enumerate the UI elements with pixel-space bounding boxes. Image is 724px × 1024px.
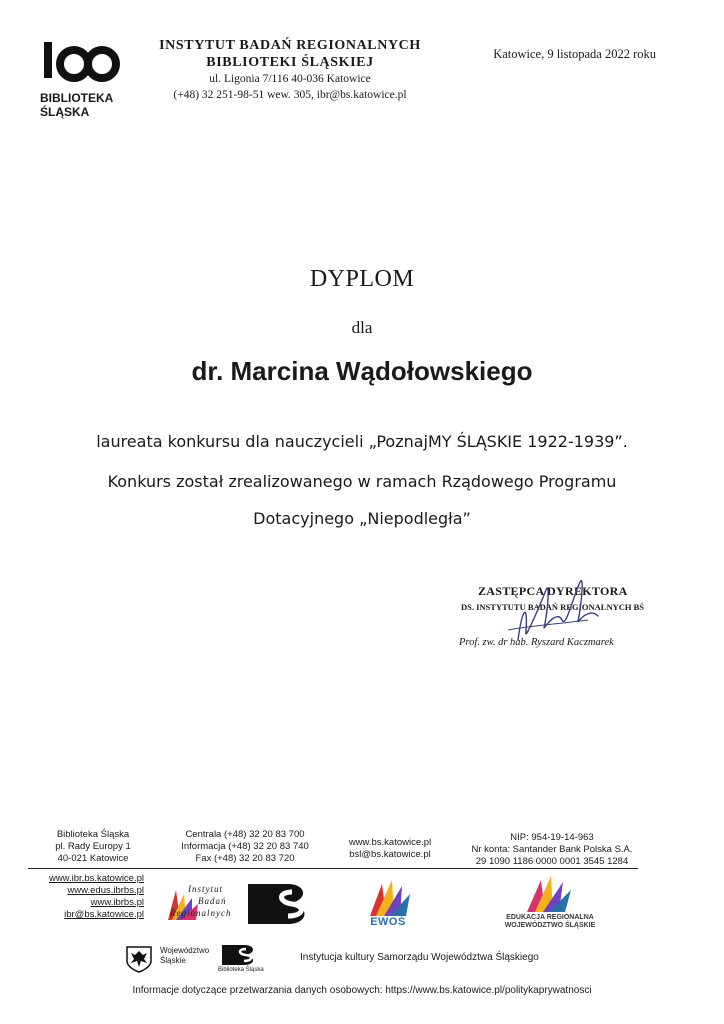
- ibr-logo-line: Regionalnych: [170, 908, 232, 918]
- footer-bank-line: NIP: 954-19-14-963: [510, 832, 594, 843]
- edukacja-regionalna-label: [490, 914, 610, 930]
- diploma-for: dla: [351, 318, 373, 337]
- footer-web-link[interactable]: www.bs.katowice.pl: [348, 837, 432, 848]
- link-ibr[interactable]: www.ibr.bs.katowice.pl: [48, 873, 144, 884]
- footer-bank-line: Nr konta: Santander Bank Polska S.A.: [471, 844, 633, 855]
- diploma-text-line3: Dotacyjnego „Niepodległa”: [253, 509, 471, 528]
- footer-phone-line: Fax (+48) 32 20 83 720: [195, 853, 295, 864]
- biblioteka-slaska-logo: [248, 882, 320, 926]
- footer-web: [330, 837, 450, 861]
- logo-text-line1: BIBLIOTEKA: [40, 91, 114, 105]
- diploma-title: DYPLOM: [309, 266, 415, 292]
- privacy-info-text: Informacje dotyczące przetwarzania danych osobowych: https://www.bs.katowice.pl/politykaprywatnosci: [132, 985, 592, 996]
- footer-bank: [452, 832, 652, 868]
- institute-contact: (+48) 32 251-98-51 wew. 305, ibr@bs.katowice.pl: [173, 89, 407, 101]
- biblioteka-slaska-small-label: Biblioteka Śląska: [218, 967, 264, 973]
- footer-address-line: 40-021 Katowice: [57, 853, 129, 864]
- footer-phone-line: Informacja (+48) 32 20 83 740: [181, 841, 309, 852]
- footer-bank-line: 29 1090 1186 0000 0001 3545 1284: [475, 856, 629, 867]
- footer-divider: [28, 868, 638, 869]
- biblioteka-slaska-small-logo: [222, 944, 262, 966]
- institute-address: ul. Ligonia 7/116 40-036 Katowice: [209, 73, 371, 85]
- ewos-label: EWOŚ: [370, 916, 406, 928]
- ibr-logo-line: Badań: [198, 896, 227, 906]
- logo-text-line2: ŚLĄSKA: [40, 105, 90, 119]
- edu-label-line: EDUKACJA REGIONALNA: [506, 914, 594, 921]
- stamp-institute: DS. INSTYTUTU BADAŃ REGIONALNYCH BŚ: [461, 602, 645, 612]
- document-date: Katowice, 9 listopada 2022 roku: [493, 47, 656, 61]
- footer-phones: [160, 829, 330, 865]
- instytucja-kultury-text: Instytucja kultury Samorządu Województwa Śląskiego: [300, 952, 539, 963]
- wojewodztwo-eagle-emblem-icon: [125, 945, 153, 973]
- stamp-signatory-name: Prof. zw. dr hab. Ryszard Kaczmarek: [459, 637, 614, 648]
- wojewodztwo-label-line: Śląskie: [160, 956, 186, 965]
- diploma-text-line1: laureata konkursu dla nauczycieli „PoznajMY ŚLĄSKIE 1922-1939”.: [96, 432, 628, 451]
- stamp-title: ZASTĘPCA DYREKTORA: [478, 584, 628, 598]
- institute-name-line1: INSTYTUT BADAŃ REGIONALNYCH: [159, 38, 421, 53]
- edukacja-regionalna-logo-icon: [519, 874, 575, 914]
- ewos-logo-icon: [360, 876, 416, 918]
- biblioteka-100-logo: [40, 40, 120, 85]
- footer-address-line: Biblioteka Śląska: [56, 829, 130, 840]
- footer-links: [28, 873, 144, 921]
- institute-name-line2: BIBLIOTEKI ŚLĄSKIEJ: [206, 55, 374, 70]
- diploma-text-line2: Konkurs został zrealizowanego w ramach Rządowego Programu: [107, 472, 617, 491]
- footer-email-link[interactable]: bsl@bs.katowice.pl: [349, 849, 431, 860]
- footer-phone-line: Centrala (+48) 32 20 83 700: [185, 829, 305, 840]
- link-edus[interactable]: www.edus.ibrbs.pl: [67, 885, 144, 896]
- edu-label-line: WOJEWÓDZTWO ŚLĄSKIE: [504, 922, 596, 929]
- wojewodztwo-label: [160, 946, 209, 966]
- ibr-logo-line: Instytut: [188, 884, 223, 894]
- footer-address-line: pl. Rady Europy 1: [55, 841, 131, 852]
- ibr-logo-text: [170, 883, 232, 919]
- link-ibrbs[interactable]: www.ibrbs.pl: [90, 897, 144, 908]
- link-email[interactable]: ibr@bs.katowice.pl: [64, 909, 144, 920]
- recipient-name: dr. Marcina Wądołowskiego: [191, 356, 533, 386]
- footer-address: [28, 829, 158, 865]
- handwritten-signature: [488, 570, 608, 650]
- wojewodztwo-label-line: Województwo: [160, 946, 210, 955]
